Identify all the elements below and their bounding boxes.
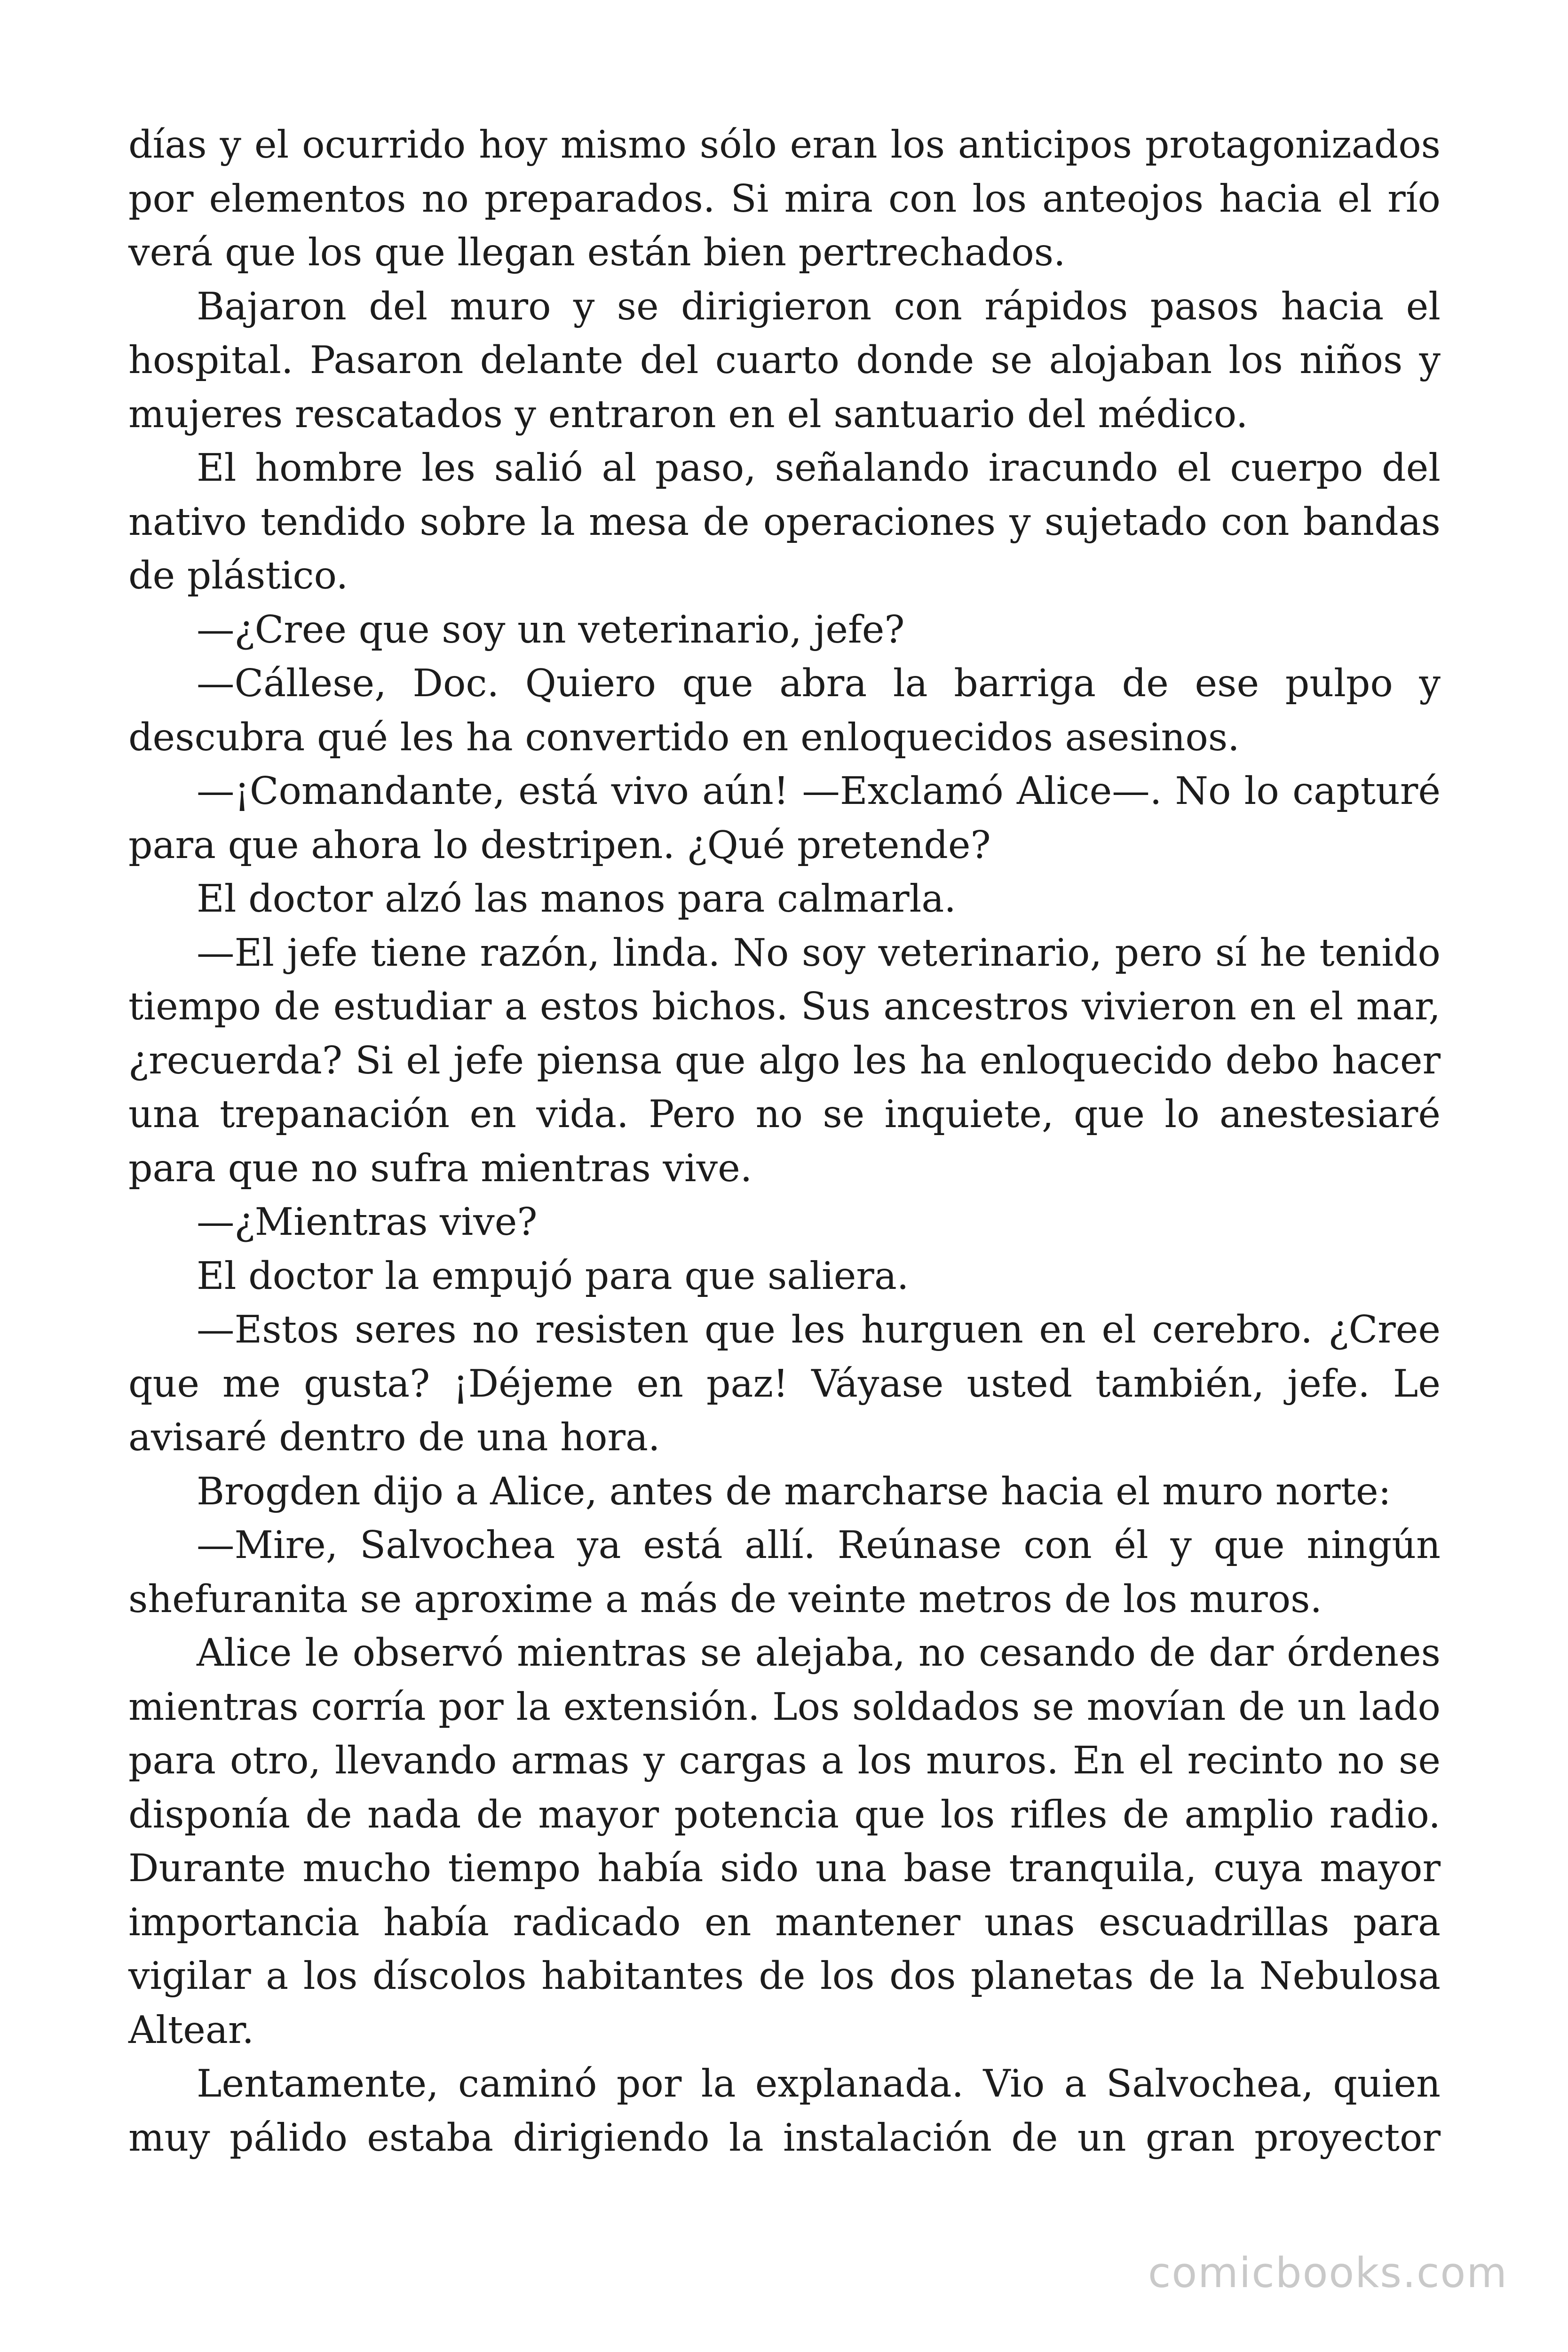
paragraph: El doctor la empujó para que saliera.: [197, 1253, 909, 1298]
paragraph: El doctor alzó las manos para calmarla.: [197, 876, 956, 921]
paragraph-continuation: días y el ocurrido hoy mismo sólo eran los anticipos protagonizados por elementos no preparados. Si mira con los anteojos hacia el río verá que los que llegan están bien pertrechados.: [128, 122, 1441, 274]
paragraph-continues: Lentamente, caminó por la explanada. Vio a Salvochea, quien muy pálido estaba dirigiendo la instalación de un gran proyector: [128, 2061, 1441, 2160]
dialogue-line: —¿Mientras vive?: [197, 1200, 538, 1244]
paragraph: El hombre les salió al paso, señalando iracundo el cuerpo del nativo tendido sobre la mesa de operaciones y sujetado con bandas de plástico.: [128, 445, 1441, 597]
dialogue-line: —Mire, Salvochea ya está allí. Reúnase con él y que ningún shefuranita se aproxime a más de veinte metros de los muros.: [128, 1523, 1441, 1621]
paragraph: Brogden dijo a Alice, antes de marcharse hacia el muro norte:: [197, 1469, 1391, 1513]
paragraph: Bajaron del muro y se dirigieron con rápidos pasos hacia el hospital. Pasaron delante del cuarto donde se alojaban los niños y mujeres rescatados y entraron en el santuario del médico.: [128, 284, 1441, 436]
book-page: [128, 118, 1441, 2187]
paragraph: Alice le observó mientras se alejaba, no cesando de dar órdenes mientras corría por la extensión. Los soldados se movían de un lado para otro, llevando armas y cargas a los muros. En el recinto no se disponía de nada de mayor potencia que los rifles de amplio radio. Durante mucho tiempo había sido una base tranquila, cuya mayor importancia había radicado en mantener unas escuadrillas para vigilar a los díscolos habitantes de los dos planetas de la Nebulosa Altear.: [128, 1630, 1441, 2052]
dialogue-line: —¿Cree que soy un veterinario, jefe?: [197, 607, 905, 652]
dialogue-line: —Estos seres no resisten que les hurguen en el cerebro. ¿Cree que me gusta? ¡Déjeme en paz! Váyase usted también, jefe. Le avisaré dentro de una hora.: [128, 1307, 1441, 1459]
watermark: comicbooks.com: [1148, 2249, 1508, 2297]
dialogue-line: —El jefe tiene razón, linda. No soy veterinario, pero sí he tenido tiempo de estudiar a estos bichos. Sus ancestros vivieron en el mar, ¿recuerda? Si el jefe piensa que algo les ha enloquecido debo hacer una trepanación en vida. Pero no se inquiete, que lo anestesiaré para que no sufra mientras vive.: [128, 930, 1441, 1190]
dialogue-line: —Cállese, Doc. Quiero que abra la barriga de ese pulpo y descubra qué les ha convertido en enloquecidos asesinos.: [128, 661, 1441, 759]
dialogue-line: —¡Comandante, está vivo aún! —Exclamó Alice—. No lo capturé para que ahora lo destripen. ¿Qué pretende?: [128, 769, 1441, 867]
